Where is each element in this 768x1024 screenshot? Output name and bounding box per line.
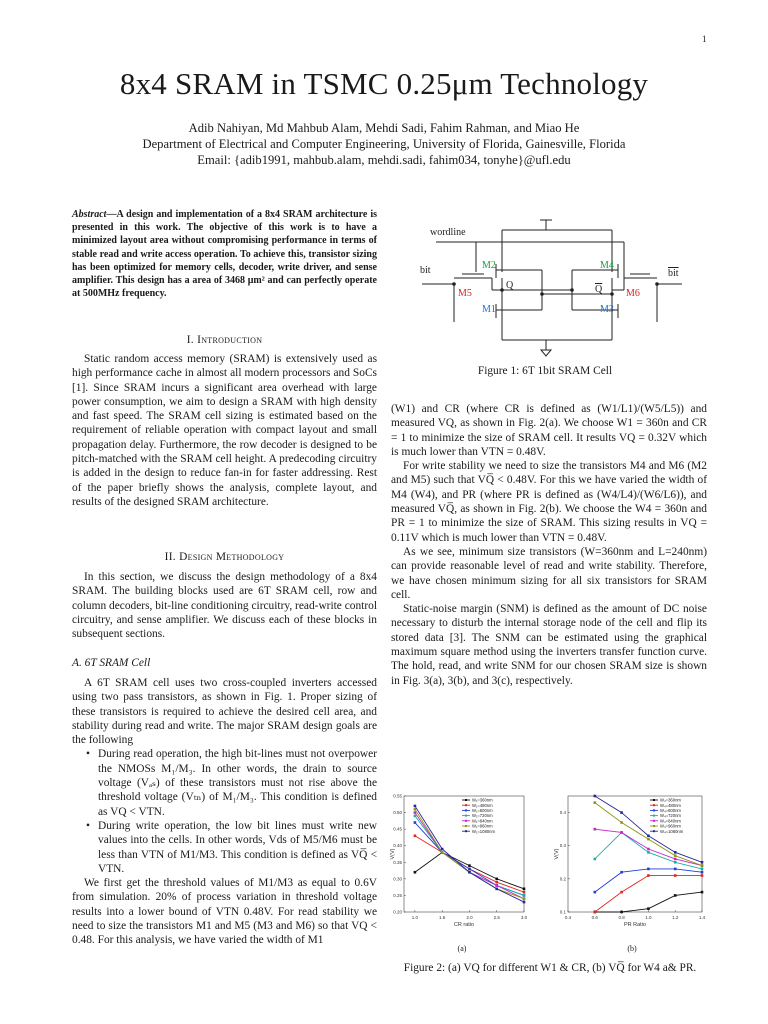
data-point: [701, 861, 704, 864]
data-point: [674, 851, 677, 854]
read-sizing-text: (W1) and CR (where CR is defined as (W1/L1)/(W5/L5)) and measured VQ, as shown in Fig. 2(a). We choose W1 = 360n and CR = 1 to minimize the size of SRAM cell. It results VQ = 0.32V which is much lower than VTN = 0.48V.: [391, 403, 707, 458]
x-tick-label: 3.0: [520, 915, 528, 920]
plot-a: [390, 794, 528, 929]
data-point: [620, 811, 623, 814]
author-block: [0, 120, 768, 168]
legend-label: W₄=960nm: [660, 823, 681, 829]
y-tick-label: 0.45: [393, 826, 402, 832]
y-tick-label: 0.3: [559, 843, 566, 849]
data-point: [620, 821, 623, 824]
legend-marker: [653, 825, 655, 827]
legend-marker: [653, 799, 655, 801]
data-point: [523, 894, 526, 897]
data-point: [647, 874, 650, 877]
series-line: [415, 809, 524, 898]
plot-b: [554, 795, 706, 928]
x-tick-label: 1.0: [645, 915, 652, 920]
bitbar-label: bit: [668, 268, 679, 279]
legend-marker: [653, 815, 655, 817]
y-tick-label: 0.4: [559, 810, 566, 816]
data-point: [495, 884, 498, 887]
x-tick-label: 0.6: [591, 915, 598, 920]
m4-label: M4: [600, 260, 614, 271]
data-point: [647, 848, 650, 851]
y-tick-label: 0.30: [393, 876, 402, 882]
legend-label: W₁=360nm: [472, 797, 493, 803]
m6-label: M6: [626, 288, 640, 299]
data-point: [701, 868, 704, 871]
figure2-plots: [392, 790, 712, 948]
data-point: [594, 858, 597, 861]
list-item: • During write operation, the low bit lines must write new values into the cells. In other words, Vds of M5/M6 must be less than VTN of M1/M3. This condition is defined as VQ̅ < VTN.: [98, 819, 377, 876]
data-point: [414, 808, 417, 811]
x-tick-label: 1.2: [672, 915, 679, 920]
list-item: • During read operation, the high bit-lines must not overpower the NMOSs M₁/M₃. In other words, the drain to source voltage (Vₐₛ) of these transistors must not rise above the threshold voltage (Vₜₙ) of M₁/M₃. This condition is defined as VQ < VTN.: [98, 747, 377, 818]
threshold-text: We first get the threshold values of M1/M3 as equal to 0.6V from simulation. 20% of process variation in threshold voltage results into a lower bound of VTN 0.48V. For read stability we need to size the transistors M1 and M5 (M3 and M6) so that VQ < 0.48. For this analysis, we have varied the width of M1: [72, 877, 377, 947]
data-point: [674, 874, 677, 877]
legend-label: W₁=840nm: [472, 818, 493, 824]
legend-label: W₁=480nm: [472, 802, 493, 808]
min-size-text: As we see, minimum size transistors (W=360nm and L=240nm) can provide reasonable level of read and write stability. Therefore, we have chosen minimum sizing for all six transistors for SRAM cell.: [391, 545, 707, 601]
data-point: [495, 888, 498, 891]
data-point: [468, 868, 471, 871]
legend-marker: [653, 830, 655, 832]
series-line: [595, 869, 702, 892]
data-point: [701, 871, 704, 874]
legend-label: W₄=360nm: [660, 797, 681, 803]
m3-label: M3: [600, 304, 614, 315]
y-tick-label: 0.35: [393, 859, 402, 865]
data-point: [594, 911, 597, 914]
data-point: [523, 897, 526, 900]
data-point: [523, 891, 526, 894]
data-point: [414, 805, 417, 808]
m5-label: M5: [458, 288, 472, 299]
bit-label: bit: [420, 265, 431, 276]
data-point: [674, 868, 677, 871]
data-point: [441, 848, 444, 851]
x-tick-label: 1.5: [439, 915, 446, 920]
y-tick-label: 0.40: [393, 843, 402, 849]
legend-label: W₄=840nm: [660, 818, 681, 824]
legend-label: W₄=480nm: [660, 802, 681, 808]
legend-marker: [465, 815, 467, 817]
data-point: [647, 834, 650, 837]
design-text: In this section, we discuss the design methodology of a 8x4 SRAM. The building blocks used are 6T SRAM cell, row and column decoders, bit-line conditioning circuitry, read-write control circuitry, and sense amplifier. We discuss each of these blocks in subsequent sections.: [72, 571, 377, 641]
y-tick-label: 0.55: [393, 793, 402, 799]
legend-marker: [653, 820, 655, 822]
m2-label: M2: [482, 260, 496, 271]
plot-frame: [404, 796, 524, 912]
x-tick-label: 0.8: [618, 915, 625, 920]
legend-label: W₁=960nm: [472, 823, 493, 829]
legend-marker: [465, 830, 467, 832]
design-paragraph: [72, 570, 377, 641]
data-point: [414, 834, 417, 837]
y-tick-label: 0.2: [559, 876, 566, 882]
data-point: [594, 795, 597, 798]
data-point: [468, 864, 471, 867]
authors: Adib Nahiyan, Md Mahbub Alam, Mehdi Sadi, Fahim Rahman, and Miao He: [188, 121, 580, 135]
data-point: [441, 851, 444, 854]
data-point: [647, 868, 650, 871]
legend-marker: [653, 809, 655, 811]
legend-label: W₁=600nm: [472, 808, 493, 813]
data-point: [620, 911, 623, 914]
data-point: [620, 831, 623, 834]
qbar-node-label: Q: [595, 284, 603, 295]
write-sizing-text: For write stability we need to size the transistors M4 and M6 (M2 and M5) such that VQ̅ < 0.48V. For this we have varied the width of M4 (W4), and PR (where PR is defined as (W4/L4)/(W6/L6)), and measured VQ̅, as shown in Fig. 2(b). We choose the W4 = 360n and PR = 1 to minimize the size of SRAM. This sizing results in VQ = 0.11V which is much lower than VTN = 0.48V.: [391, 460, 707, 544]
legend-marker: [465, 799, 467, 801]
data-point: [414, 815, 417, 818]
sram-cell-schematic: [392, 212, 698, 360]
abstract-text: —A design and implementation of a 8x4 SRAM architecture is presented in this work. The objective of this work is to have a minimized layout area without compromising performance in terms of stable read and write access operation. To achieve this, transistor sizing has been optimized for memory cells, decoder, write driver, and sense amplifier. This design has a area of 3468 μm² and can perfectly operate at 500MHz frequency.: [72, 209, 377, 300]
y-tick-label: 0.25: [393, 892, 402, 898]
legend-marker: [653, 804, 655, 806]
data-point: [647, 907, 650, 910]
figure2a-sublabel: (a): [457, 944, 467, 953]
wordline-label: wordline: [430, 227, 466, 238]
email: Email: {adib1991, mahbub.alam, mehdi.sadi, fahim034, tonyhe}@ufl.edu: [197, 153, 571, 167]
figure2b-sublabel: (b): [627, 944, 637, 953]
x-axis-label: PR Ratio: [623, 922, 647, 928]
legend-label: W₁=720nm: [472, 813, 493, 819]
design-heading: II. Design Methodology: [164, 551, 285, 563]
data-point: [523, 901, 526, 904]
data-point: [414, 821, 417, 824]
legend-label: W₄=720nm: [660, 813, 681, 819]
cell-text: A 6T SRAM cell uses two cross-coupled inverters accessed using two pass transistors, as shown in Fig. 1. Proper sizing of these transistors is required to achieve the desired cell area, and stability during read and write. The major SRAM design goals are the following: [72, 677, 377, 747]
figure2-caption: Figure 2: (a) VQ for different W1 & CR, (b) VQ̅ for W4 a& PR.: [403, 962, 697, 974]
goals-list: [72, 747, 377, 876]
snm-text: Static-noise margin (SNM) is defined as the amount of DC noise necessary to disturb the internal storage node of the cell and flip its stored data [3]. The SNM can be estimated using the graphical maximum square method using the inverters transfer function curve. The hold, read, and write SNM for our chosen SRAM size is shown in Fig. 3(a), 3(b), and 3(c), respectively.: [391, 603, 707, 687]
x-tick-label: 1.0: [411, 915, 419, 920]
x-tick-label: 2.5: [493, 915, 500, 920]
data-point: [647, 838, 650, 841]
intro-heading: I. Introduction: [186, 334, 263, 346]
data-point: [674, 894, 677, 897]
y-axis-label: V(V): [390, 848, 396, 860]
abstract-label: Abstract: [72, 209, 107, 220]
data-point: [495, 878, 498, 881]
affiliation: Department of Electrical and Computer Engineering, University of Florida, Gainesville, Florida: [142, 137, 626, 151]
data-point: [620, 871, 623, 874]
right-column-text: [391, 402, 707, 688]
data-point: [647, 851, 650, 854]
series-line: [415, 823, 524, 896]
m1-label: M1: [482, 304, 496, 315]
figure1-caption: Figure 1: 6T 1bit SRAM Cell: [477, 365, 613, 377]
legend-label: W₄=600nm: [660, 808, 681, 813]
x-tick-label: 2.0: [466, 915, 473, 920]
data-point: [414, 811, 417, 814]
cell-section: [72, 676, 377, 948]
series-line: [415, 836, 524, 892]
data-point: [674, 854, 677, 857]
y-axis-label: V(V): [554, 848, 560, 860]
data-point: [701, 874, 704, 877]
data-point: [414, 871, 417, 874]
data-point: [594, 801, 597, 804]
y-tick-label: 0.50: [393, 810, 402, 816]
series-line: [415, 816, 524, 896]
legend-marker: [465, 825, 467, 827]
intro-text: Static random access memory (SRAM) is extensively used as high performance cache in almost all modern processors and SoCs [1]. Since SRAM incurs a significant area overhead with large power consumption, we aim to design a SRAM with high density and fast speed. The SRAM cell sizing is estimated based on the requirement of reliable operation with compact layout and small propagation delay. Furthermore, the row decoder is designed to be pitch-matched with the SRAM cell height. A predecoding circuitry is added in the design to reduce fan-in for faster addressing. Rest of the paper briefly shows the analysis, complete layout, and results of the designed SRAM architecture.: [72, 353, 377, 508]
data-point: [468, 871, 471, 874]
paper-title: 8x4 SRAM in TSMC 0.25μm Technology: [119, 66, 649, 101]
x-tick-label: 1.4: [698, 915, 706, 920]
data-point: [495, 881, 498, 884]
data-point: [701, 864, 704, 867]
q-node-label: Q: [506, 280, 514, 291]
page-number: 1: [702, 34, 707, 44]
legend-label: W₄=1080nm: [660, 828, 684, 834]
data-point: [674, 861, 677, 864]
legend-marker: [465, 804, 467, 806]
data-point: [701, 891, 704, 894]
x-tick-label: 0.4: [564, 915, 572, 920]
legend-marker: [465, 809, 467, 811]
data-point: [523, 888, 526, 891]
x-axis-label: CR ratio: [453, 922, 475, 928]
data-point: [594, 828, 597, 831]
abstract: [72, 208, 377, 300]
data-point: [620, 891, 623, 894]
y-tick-label: 0.20: [393, 909, 402, 915]
y-tick-label: 0.1: [559, 909, 566, 915]
data-point: [674, 858, 677, 861]
legend-label: W₁=1080nm: [472, 828, 495, 834]
subsection-6t-heading: A. 6T SRAM Cell: [72, 657, 151, 669]
series-line: [415, 852, 524, 888]
data-point: [594, 891, 597, 894]
intro-paragraph: [72, 352, 377, 509]
legend-marker: [465, 820, 467, 822]
